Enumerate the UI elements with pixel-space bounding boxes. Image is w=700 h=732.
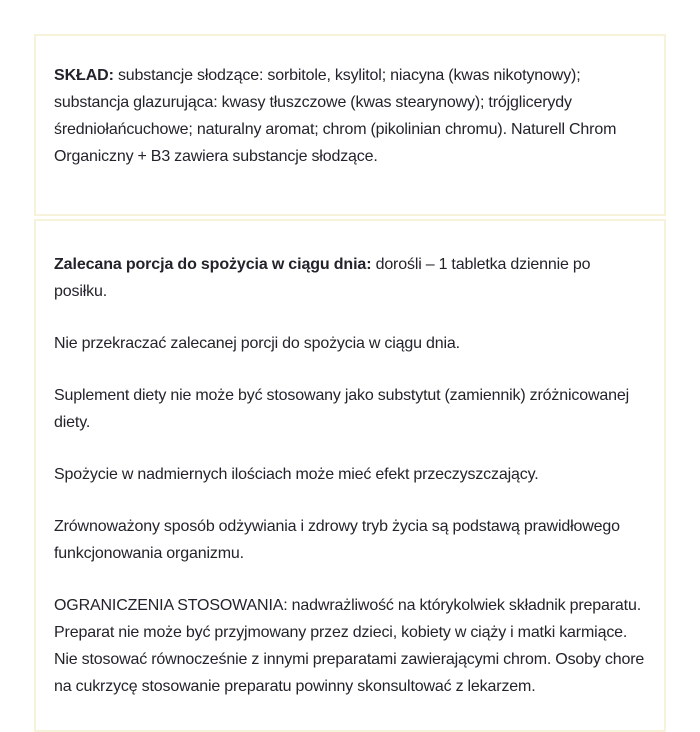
ingredients-box: [34, 34, 666, 216]
ingredients-paragraph: [54, 62, 646, 170]
not-a-substitute-text: Suplement diety nie może być stosowany jako substytut (zamiennik) zróżnicowanej diety.: [54, 387, 630, 431]
contraindications-lead-label: OGRANICZENIA STOSOWANIA:: [54, 597, 288, 614]
ingredients-lead-label: SKŁAD:: [54, 67, 114, 84]
balanced-diet-text: Zrównoważony sposób odżywiania i zdrowy tryb życia są podstawą prawidłowego funkcjonowania organizmu.: [54, 518, 620, 562]
contraindications-body-text: nadwrażliwość na którykolwiek składnik preparatu. Preparat nie może być przyjmowany przez dzieci, kobiety w ciąży i matki karmiące. Nie stosować równocześnie z innymi preparatami zawierającymi chrom. Osoby chore na cukrzycę stosowanie preparatu powinny skonsultować z lekarzem.: [54, 597, 645, 695]
dosage-paragraph: [54, 251, 646, 305]
ingredients-body-text: substancje słodzące: sorbitole, ksylitol; niacyna (kwas nikotynowy); substancja glazurująca: kwasy tłuszczowe (kwas stearynowy); trójglicerydy średniołańcuchowe; naturalny aromat; chrom (pikolinian chromu). Naturell Chrom Organiczny + B3 zawiera substancje słodzące.: [54, 67, 617, 165]
product-info-panel: [34, 34, 666, 732]
do-not-exceed-text: Nie przekraczać zalecanej porcji do spożycia w ciągu dnia.: [54, 335, 460, 352]
dosage-lead-label: Zalecana porcja do spożycia w ciągu dnia:: [54, 256, 372, 273]
usage-and-warnings-box: [34, 219, 666, 732]
do-not-exceed-paragraph: [54, 330, 646, 357]
laxative-effect-paragraph: [54, 461, 646, 488]
dosage-body-text: dorośli – 1 tabletka dziennie po posiłku.: [54, 256, 591, 300]
balanced-diet-paragraph: [54, 513, 646, 567]
laxative-effect-text: Spożycie w nadmiernych ilościach może mieć efekt przeczyszczający.: [54, 466, 539, 483]
contraindications-paragraph: [54, 592, 646, 700]
not-a-substitute-paragraph: [54, 382, 646, 436]
